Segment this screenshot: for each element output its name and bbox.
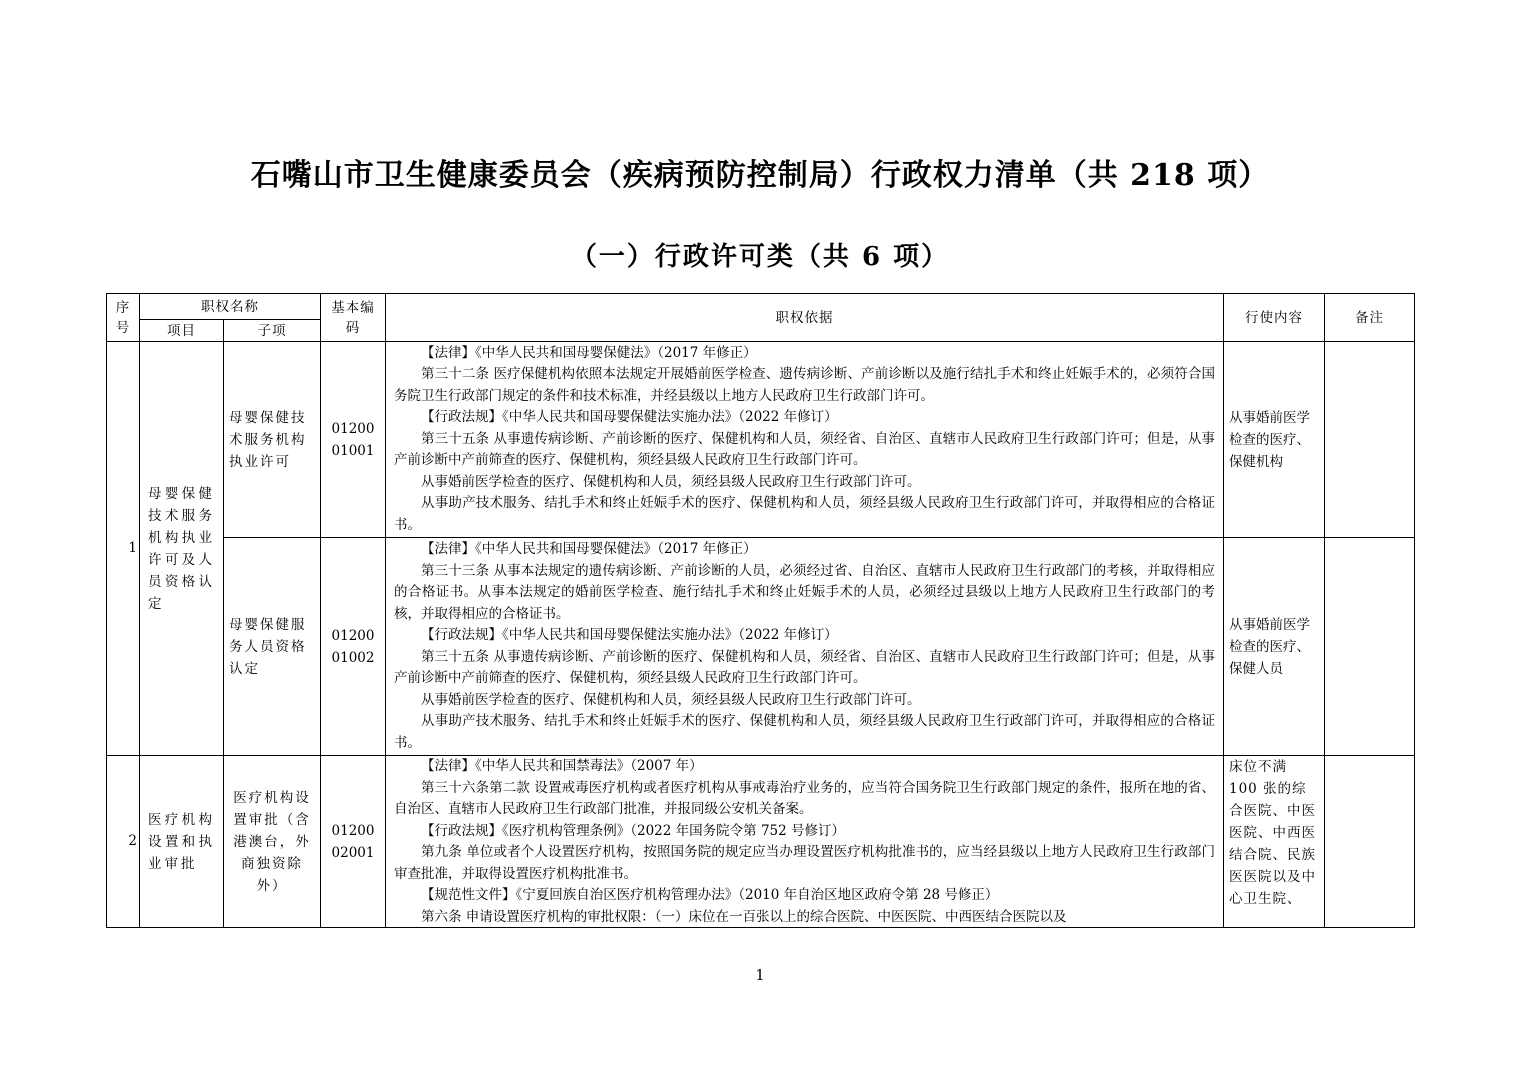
table-row	[107, 756, 1415, 928]
basis-line: 【规范性文件】《宁夏回族自治区医疗机构管理办法》（2010 年自治区地区政府令第 28 号修正）	[421, 887, 999, 903]
row-sub: 母婴保健服务人员资格认定	[224, 538, 321, 756]
row-item: 母婴保健技术服务机构执业许可及人员资格认定	[140, 342, 224, 756]
row-seq: 1	[107, 342, 140, 756]
basis-line: 第三十三条 从事本法规定的遗传病诊断、产前诊断的人员，必须经过省、自治区、直辖市人民政府卫生行政部门的考核，并取得相应的合格证书。从事本法规定的婚前医学检查、施行结扎手术和终止妊娠手术的人员，必须经过县级以上地方人民政府卫生行政部门的考核，并取得相应的合格证书。	[394, 562, 1215, 622]
basis-line: 【行政法规】《中华人民共和国母婴保健法实施办法》（2022 年修订）	[421, 409, 838, 426]
header-name-group: 职权名称	[140, 294, 321, 320]
header-note: 备注	[1325, 294, 1415, 342]
power-list-table	[106, 293, 1415, 928]
header-exec: 行使内容	[1224, 294, 1325, 342]
basis-line: 第三十二条 医疗保健机构依照本法规定开展婚前医学检查、遗传病诊断、产前诊断以及施行结扎手术和终止妊娠手术的，必须符合国务院卫生行政部门规定的条件和技术标准，并经县级以上地方人民政府卫生行政部门许可。	[394, 366, 1215, 404]
header-sub: 子项	[224, 320, 321, 342]
row-exec: 从事婚前医学检查的医疗、保健机构	[1224, 342, 1325, 538]
basis-line: 【行政法规】《中华人民共和国母婴保健法实施办法》（2022 年修订）	[421, 627, 838, 643]
row-code: 01200 01002	[321, 538, 386, 756]
row-sub: 母婴保健技术服务机构执业许可	[224, 342, 321, 538]
basis-line: 第三十六条第二款 设置戒毒医疗机构或者医疗机构从事戒毒治疗业务的，应当符合国务院卫生行政部门规定的条件，报所在地的省、自治区、直辖市人民政府卫生行政部门批准，并报同级公安机关备案。	[394, 779, 1215, 817]
basis-line: 从事婚前医学检查的医疗、保健机构和人员，须经县级人民政府卫生行政部门许可。	[421, 473, 921, 490]
basis-line: 【法律】《中华人民共和国母婴保健法》（2017 年修正）	[421, 541, 757, 557]
row-code: 01200 01001	[321, 342, 386, 538]
page-title: 石嘴山市卫生健康委员会（疾病预防控制局）行政权力清单（共 218 项）	[250, 158, 1270, 193]
row-basis	[386, 538, 1224, 756]
section-title: （一）行政许可类（共 6 项）	[570, 242, 950, 272]
row-item: 医疗机构设置和执业审批	[140, 756, 224, 928]
header-basis: 职权依据	[386, 294, 1224, 342]
basis-line: 从事婚前医学检查的医疗、保健机构和人员，须经县级人民政府卫生行政部门许可。	[421, 691, 921, 708]
row-exec-text: 床位不满 100 张的综合医院、中医医院、中西医结合院、民族医医院以及中心卫生院、	[1229, 759, 1316, 907]
basis-line: 第六条 申请设置医疗机构的审批权限：（一）床位在一百张以上的综合医院、中医医院、中西医结合医院以及	[421, 908, 1067, 925]
header-seq: 序号	[107, 294, 140, 342]
basis-line: 【法律】《中华人民共和国禁毒法》（2007 年）	[421, 758, 703, 774]
header-code: 基本编码	[321, 294, 386, 342]
row-basis	[386, 342, 1224, 538]
row-seq: 2	[107, 756, 140, 928]
basis-line: 第三十五条 从事遗传病诊断、产前诊断的医疗、保健机构和人员，须经省、自治区、直辖市人民政府卫生行政部门许可；但是，从事产前诊断中产前筛查的医疗、保健机构，须经县级人民政府卫生行政部门许可。	[394, 648, 1215, 686]
row-note	[1325, 342, 1415, 538]
basis-line: 从事助产技术服务、结扎手术和终止妊娠手术的医疗、保健机构和人员，须经县级人民政府卫生行政部门许可，并取得相应的合格证书。	[394, 495, 1215, 533]
row-exec: 从事婚前医学检查的医疗、保健人员	[1224, 538, 1325, 756]
basis-line: 从事助产技术服务、结扎手术和终止妊娠手术的医疗、保健机构和人员，须经县级人民政府卫生行政部门许可，并取得相应的合格证书。	[394, 713, 1215, 751]
header-item: 项目	[140, 320, 224, 342]
row-basis	[386, 756, 1224, 928]
basis-line: 【行政法规】《医疗机构管理条例》（2022 年国务院令第 752 号修订）	[421, 822, 845, 839]
row-sub: 医疗机构设置审批（含港澳台，外商独资除外）	[224, 756, 321, 928]
table-row	[107, 342, 1415, 538]
row-code: 01200 02001	[321, 756, 386, 928]
basis-line: 【法律】《中华人民共和国母婴保健法》（2017 年修正）	[421, 344, 757, 361]
basis-line: 第九条 单位或者个人设置医疗机构，按照国务院的规定应当办理设置医疗机构批准书的，应当经县级以上地方人民政府卫生行政部门审查批准，并取得设置医疗机构批准书。	[394, 844, 1215, 882]
row-exec	[1224, 756, 1325, 928]
table-row	[107, 538, 1415, 756]
page-number: 1	[755, 966, 765, 984]
row-note	[1325, 756, 1415, 928]
basis-line: 第三十五条 从事遗传病诊断、产前诊断的医疗、保健机构和人员，须经省、自治区、直辖市人民政府卫生行政部门许可；但是，从事产前诊断中产前筛查的医疗、保健机构，须经县级人民政府卫生行政部门许可。	[394, 430, 1215, 469]
row-note	[1325, 538, 1415, 756]
